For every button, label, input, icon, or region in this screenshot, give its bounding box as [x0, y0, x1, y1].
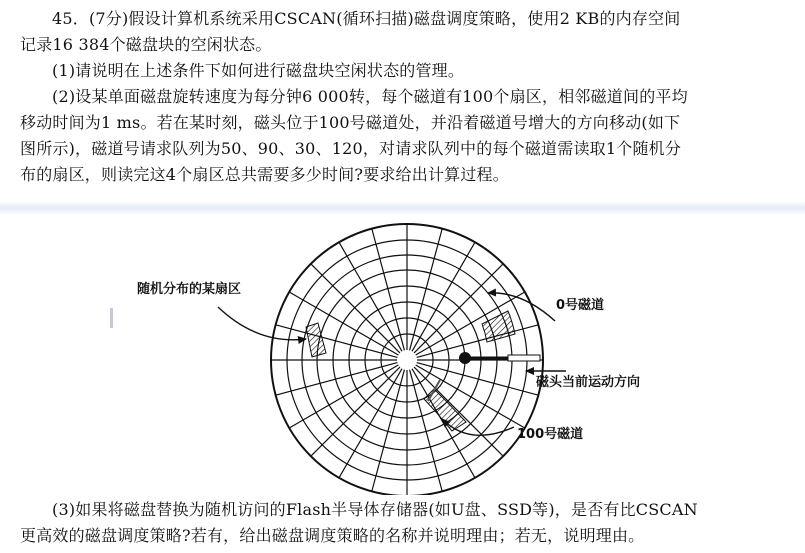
- question-text-bottom: [20, 497, 792, 549]
- sector-spoke: [276, 325, 398, 358]
- sector-spoke: [276, 363, 398, 396]
- head-arm-end: [508, 355, 540, 361]
- part-1: (1)请说明在上述条件下如何进行磁盘块空闲状态的管理。: [52, 61, 465, 80]
- label-track100: 100号磁道: [517, 427, 584, 442]
- sector-spoke: [372, 229, 405, 351]
- sector-spoke: [410, 229, 443, 351]
- sector-spoke: [311, 264, 400, 353]
- part-2-line1: (2)设某单面磁盘旋转速度为每分钟6 000转，每个磁道有100个扇区，相邻磁道间的平均: [52, 87, 688, 106]
- sector-spoke: [372, 370, 405, 492]
- label-track0: 0号磁道: [556, 298, 605, 313]
- sector-spoke: [339, 369, 402, 478]
- label-random-sector: 随机分布的某扇区: [137, 282, 242, 297]
- part-2-line2: 移动时间为1 ms。若在某时刻，磁头位于100号磁道处，并沿着磁道号增大的方向移动(如下: [20, 113, 681, 132]
- page-divider: [0, 201, 805, 215]
- part-2-line3: 图所示)，磁道号请求队列为50、90、30、120，对请求队列中的每个磁道需读取1个随机分: [20, 139, 682, 158]
- sector-spoke: [289, 365, 398, 428]
- sector-spoke: [339, 242, 402, 351]
- disk-diagram: [0, 215, 805, 495]
- sector-spoke: [410, 370, 443, 492]
- sector-spoke: [311, 367, 400, 456]
- sector-spoke: [412, 369, 475, 478]
- part-3-line1: (3)如果将磁盘替换为随机访问的Flash半导体存储器(如U盘、SSD等)，是否有比CSCAN: [52, 500, 698, 519]
- sector-spoke: [414, 367, 503, 456]
- disk-head: [459, 352, 471, 364]
- question-45-line2: 记录16 384个磁盘块的空闲状态。: [20, 35, 272, 54]
- label-head-direction: 磁头当前运动方向: [536, 375, 641, 390]
- scan-artifact: [110, 308, 113, 328]
- question-45-line1: 45．(7分)假设计算机系统采用CSCAN(循环扫描)磁盘调度策略，使用2 KB的内存空间: [52, 9, 681, 28]
- sector-spoke: [289, 292, 398, 355]
- part-3-line2: 更高效的磁盘调度策略?若有，给出磁盘调度策略的名称并说明理由；若无，说明理由。: [20, 526, 645, 545]
- part-2-line4: 布的扇区，则读完这4个扇区总共需要多少时间?要求给出计算过程。: [20, 165, 509, 184]
- sector-spoke: [417, 325, 539, 358]
- sector-spoke: [412, 242, 475, 351]
- question-text-top: [20, 6, 792, 188]
